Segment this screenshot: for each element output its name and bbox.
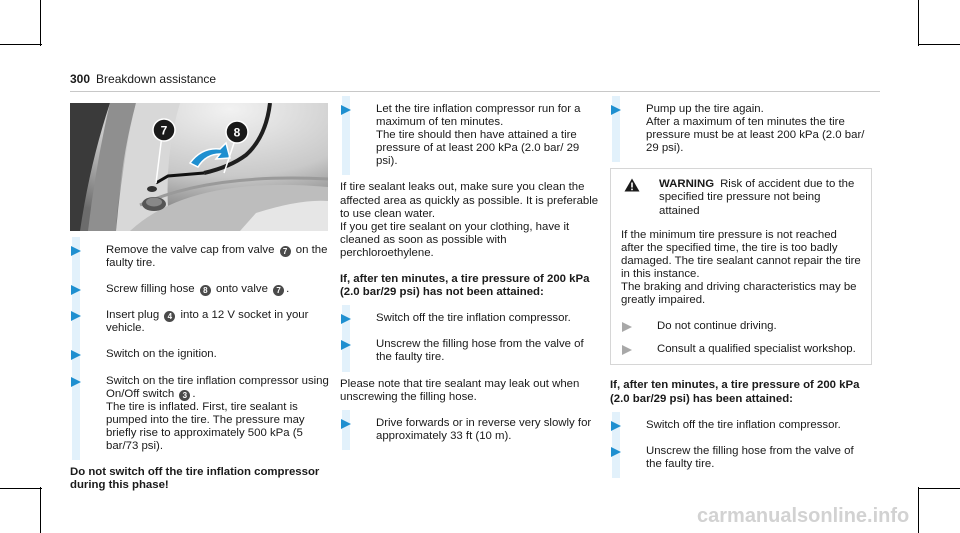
instruction-step [340,417,602,443]
callout-badge: 7 [273,285,284,296]
crop-mark [918,487,919,533]
callout-hose: 8 [233,125,241,140]
arrow-right-icon [70,310,82,322]
paragraph: If tire sealant leaks out, make sure you clean the affected area as quickly as possible. It is preferable to use clean water. [340,181,599,220]
page-header [70,72,216,86]
step-text: Screw filling hose [106,283,198,296]
arrow-right-icon [621,344,633,356]
crop-mark [918,488,960,489]
step-bar [612,438,620,478]
arrow-right-icon [610,104,622,116]
step-text: . [286,283,290,296]
crop-mark [918,0,919,46]
instruction-step [70,375,335,454]
step-text: Pump up the tire again. After a maximum of ten minutes the tire pressure must be at least 200 kPa (2.0 bar/ 29 psi). [646,103,865,155]
step-text: Unscrew the filling hose from the valve of the faulty tire. [646,444,854,470]
step-text: into a 12 V socket in your vehicle. [106,309,309,335]
step-text: Consult a qualified specialist workshop. [657,343,856,356]
arrow-right-icon [621,321,633,333]
arrow-right-icon [610,446,622,458]
step-text: Switch on the ignition. [106,348,217,361]
watermark: carmanualsonline.info [697,505,910,527]
instruction-step [70,309,335,335]
callout-valve: 7 [160,123,168,138]
step-text: Remove the valve cap from valve [106,244,278,256]
warning-title: WARNING [659,178,715,191]
arrow-right-icon [340,418,352,430]
warning-box [610,168,872,365]
callout-badge: 4 [164,311,175,322]
warning-triangle-icon [624,178,640,192]
callout-badge: 3 [179,390,190,401]
column-2 [340,103,602,456]
step-text: on the faulty tire. [106,244,328,270]
instruction-step [340,312,602,325]
arrow-right-icon [70,376,82,388]
step-text: onto valve [212,283,272,296]
step-bar [342,410,350,450]
instruction-step [340,103,602,168]
arrow-right-icon [70,245,82,257]
crop-mark [40,0,41,46]
header-rule [70,91,880,92]
callout-badge: 8 [200,285,211,296]
step-bar [342,331,350,371]
instruction-step [610,103,872,155]
instruction-step [610,419,872,432]
section-title: Breakdown assistance [96,72,217,86]
crop-mark [918,44,960,45]
step-text: Switch on the tire inflation compressor using On/Off switch [106,374,329,400]
step-text: Switch off the tire inflation compressor. [646,418,841,431]
instruction-step [70,283,335,296]
step-text: Insert plug [106,309,163,322]
warning-step [621,343,861,356]
page-number: 300 [70,72,91,86]
column-3 [610,103,872,484]
crop-mark [0,44,42,45]
instruction-step [70,244,335,270]
column-1 [70,103,335,505]
warning-step [621,320,861,333]
warning-paragraph: If the minimum tire pressure is not reached after the specified time, the tire is too badly damaged. The tire sealant cannot repair the tire in this instance. [621,228,861,280]
instruction-step [70,348,335,361]
paragraph: Please note that tire sealant may leak out when unscrewing the filling hose. [340,377,580,403]
step-text: Drive forwards or in reverse very slowly for approximately 33 ft (10 m). [376,416,592,442]
step-text: Let the tire inflation compressor run for a maximum of ten minutes. The tire should then have attained a tire pressure of at least 200 kPa (2.0 bar/ 29 psi). [376,103,581,168]
arrow-right-icon [610,420,622,432]
paragraph: If you get tire sealant on your clothing, have it cleaned as soon as possible with perchloroethylene. [340,220,570,259]
step-text: Do not continue driving. [657,320,777,333]
arrow-right-icon [70,284,82,296]
tire-valve-illustration [70,103,328,231]
step-text: . The tire is inflated. First, tire sealant is pumped into the tire. The pressure may briefly rise to approximately 500 kPa (5 bar/73 psi). [106,387,305,453]
crop-mark [0,488,42,489]
warning-paragraph: The braking and driving characteristics may be greatly impaired. [621,281,857,307]
arrow-right-icon [340,313,352,325]
callout-badge: 7 [280,246,291,257]
crop-mark [40,487,41,533]
instruction-step [340,338,602,364]
arrow-right-icon [340,339,352,351]
warning-lead: Risk of accident due to the specified tire pressure not being attained [659,178,855,217]
step-bar [72,302,80,342]
caution-note: Do not switch off the tire inflation compressor during this phase! [70,466,320,492]
arrow-right-icon [70,349,82,361]
arrow-right-icon [340,104,352,116]
step-text: Switch off the tire inflation compressor. [376,312,571,325]
subheading: If, after ten minutes, a tire pressure of 200 kPa (2.0 bar/29 psi) has been attained: [610,379,860,405]
instruction-step [610,445,872,471]
subheading: If, after ten minutes, a tire pressure of 200 kPa (2.0 bar/29 psi) has not been attained: [340,273,590,299]
step-text: Unscrew the filling hose from the valve of the faulty tire. [376,338,584,364]
step-bar [72,237,80,277]
